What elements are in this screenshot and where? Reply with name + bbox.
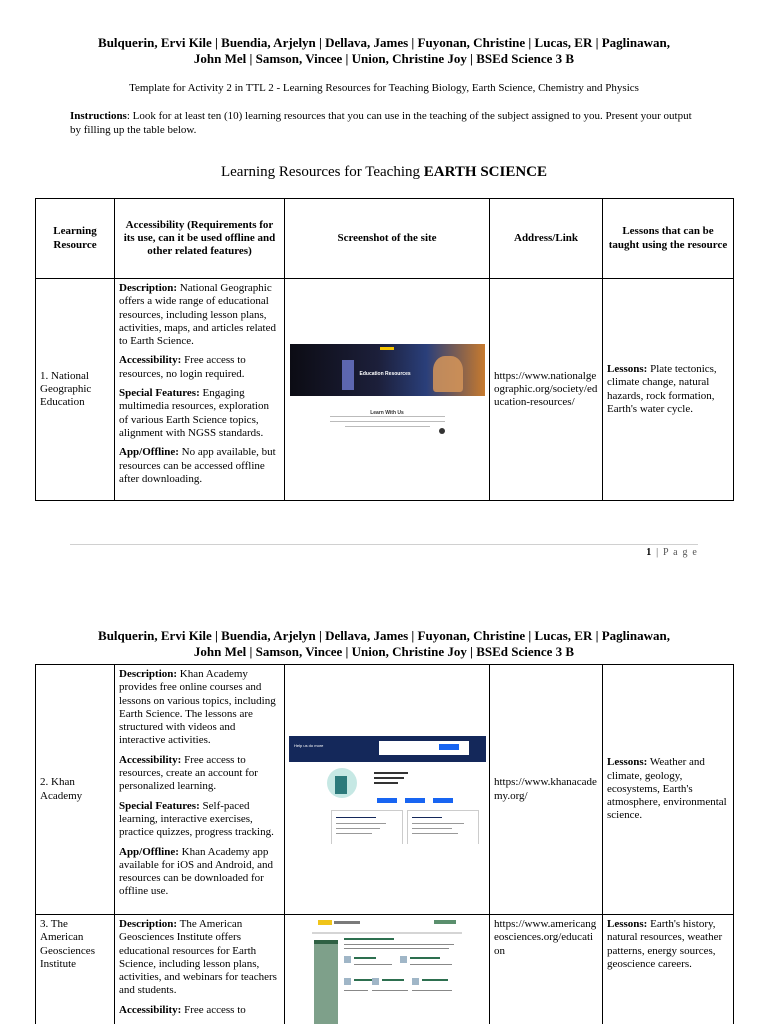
agi-logo [318, 920, 332, 925]
footer-rule [70, 544, 698, 545]
accessibility-text: Free access to resources, create an account for personalized learning. [119, 753, 258, 793]
table-row [36, 665, 734, 915]
lessons-label: Lessons: [607, 756, 648, 769]
screenshot-button [439, 744, 459, 750]
screenshot-card-line [412, 833, 458, 834]
instructions-label: Instructions [70, 110, 127, 122]
screenshot-heading [410, 957, 440, 959]
table-header-row [36, 199, 734, 279]
screenshot-nav [312, 932, 462, 934]
screenshot-card [407, 810, 479, 844]
special-features-text: Self-paced learning, interactive exercises, practice quizzes, progress tracking. [119, 799, 274, 839]
author-header-line-2: John Mel | Samson, Vincee | Union, Christine Joy | BSEd Science 3 B [193, 644, 575, 659]
lessons-text: Weather and climate, geology, ecosystems, Earth's atmosphere, environmental science. [607, 756, 727, 822]
social-icons [434, 920, 456, 924]
author-header-line-1: Bulquerin, Ervi Kile | Buendia, Arjelyn | Dellava, James | Fuyonan, Christine | Lucas, ER | Paglinawan, [98, 35, 670, 50]
description-text: National Geographic offers a wide range of educational resources, including lesson plans, activities, maps, and articles related to Earth Science. [119, 282, 276, 348]
accessibility-text: Free access to [181, 1003, 246, 1016]
accessibility-cell [115, 279, 285, 501]
screenshot-hero-title: Education Resources [359, 370, 411, 377]
instructions [70, 109, 700, 137]
screenshot-hero-banner [290, 344, 485, 396]
screenshot-donation-bar [289, 736, 486, 762]
document-page-2 [0, 584, 768, 1024]
special-features-para [119, 800, 280, 840]
table-row [36, 279, 734, 501]
resource-name: 2. Khan Academy [36, 665, 115, 915]
table-title [60, 164, 708, 181]
description-label: Description: [119, 668, 178, 680]
app-offline-para [119, 446, 280, 486]
app-offline-text: No app available, but resources can be accessed offline after downloading. [119, 446, 276, 485]
header-lessons: Lessons that can be taught using the resource [603, 199, 734, 279]
address-link[interactable]: https://www.khanacademy.org/ [490, 665, 603, 915]
accessibility-label: Accessibility: [119, 753, 182, 766]
description-text: Khan Academy provides free online courses and lessons on various topics, including Earth Science. The lessons are structured with videos and interactive activities. [119, 668, 276, 747]
instructions-text: : Look for at least ten (10) learning resources that you can use in the teaching of the subject assigned to you. Present your output by filling up the table below. [70, 110, 692, 136]
screenshot-text-line [374, 772, 408, 774]
screenshot-text-line [374, 782, 398, 784]
screenshot-button [377, 798, 397, 803]
agi-screenshot [312, 918, 462, 1024]
agi-wordmark [334, 921, 360, 924]
special-features-label: Special Features: [119, 799, 200, 812]
screenshot-figure [335, 776, 347, 794]
screenshot-text-line [372, 990, 408, 991]
resource-name: 3. The American Geosciences Institute [36, 915, 115, 1024]
screenshot-heading [344, 938, 394, 940]
screenshot-text-line [330, 421, 445, 422]
description-para [119, 282, 280, 348]
author-header [60, 35, 708, 67]
screenshot-text-line [345, 426, 430, 427]
lessons-cell [603, 665, 734, 915]
screenshot-thumbnail [372, 978, 379, 985]
header-learning-resource: Learning Resource [36, 199, 115, 279]
screenshot-bar-title: Help us do more [294, 742, 324, 748]
khan-academy-screenshot [289, 736, 486, 844]
table-row [36, 915, 734, 1024]
address-link[interactable]: https://www.americangeosciences.org/education [490, 915, 603, 1024]
screenshot-card-line [336, 833, 372, 834]
accessibility-para [119, 1004, 280, 1017]
screenshot-card-line [336, 817, 376, 818]
author-header-line-1: Bulquerin, Ervi Kile | Buendia, Arjelyn | Dellava, James | Fuyonan, Christine | Lucas, ER | Paglinawan, [98, 628, 670, 643]
header-address-link: Address/Link [490, 199, 603, 279]
app-offline-text: Khan Academy app available for iOS and Android, and resources can be downloaded for offline use. [119, 845, 273, 898]
resource-name: 1. National Geographic Education [36, 279, 115, 501]
special-features-para [119, 387, 280, 440]
screenshot-thumbnail [344, 978, 351, 985]
screenshot-card-line [336, 828, 380, 829]
accessibility-para [119, 754, 280, 794]
screenshot-card [331, 810, 403, 844]
screenshot-text-line [344, 990, 368, 991]
lessons-label: Lessons: [607, 362, 648, 375]
lessons-text: Earth's history, natural resources, weather patterns, energy sources, geoscience careers. [607, 918, 723, 970]
description-label: Description: [119, 282, 178, 294]
screenshot-text-line [374, 777, 404, 779]
screenshot-text-line [344, 948, 449, 949]
lessons-label: Lessons: [607, 918, 648, 930]
screenshot-button [405, 798, 425, 803]
page-label: | P a g e [656, 547, 698, 558]
screenshot-text-line [344, 944, 454, 945]
screenshot-thumbnail [400, 956, 407, 963]
natgeo-screenshot [290, 344, 485, 436]
page-number [646, 547, 698, 558]
screenshot-card-line [412, 817, 442, 818]
screenshot-cell [285, 915, 490, 1024]
lessons-cell [603, 279, 734, 501]
address-link[interactable]: https://www.nationalgeographic.org/society/education-resources/ [490, 279, 603, 501]
page-number-value: 1 [646, 547, 653, 558]
special-features-text: Engaging multimedia resources, exploration of various Earth Science topics, alignment with NGSS standards. [119, 387, 269, 439]
accessibility-label: Accessibility: [119, 354, 182, 367]
screenshot-text-line [412, 990, 452, 991]
author-header [60, 628, 708, 660]
description-para [119, 668, 280, 748]
screenshot-heading [354, 979, 374, 981]
page-gap [0, 584, 768, 612]
screenshot-heading [354, 957, 376, 959]
accessibility-label: Accessibility: [119, 1003, 182, 1016]
screenshot-cell [285, 665, 490, 915]
description-text: The American Geosciences Institute offers educational resources for Earth Science, including lesson plans, activities, and webinars for teachers and students. [119, 918, 277, 997]
app-offline-para [119, 846, 280, 899]
screenshot-sidebar [314, 944, 338, 1024]
screenshot-cell [285, 279, 490, 501]
lessons-cell [603, 915, 734, 1024]
screenshot-subtitle: Learn With Us [370, 409, 404, 416]
accessibility-cell [115, 915, 285, 1024]
header-screenshot: Screenshot of the site [285, 199, 490, 279]
screenshot-card-line [412, 823, 464, 824]
screenshot-thumbnail [412, 978, 419, 985]
table-title-subject: EARTH SCIENCE [423, 164, 548, 180]
accessibility-text: Free access to resources, no login required. [119, 354, 246, 380]
description-para [119, 918, 280, 998]
special-features-label: Special Features: [119, 387, 200, 400]
author-header-line-2: John Mel | Samson, Vincee | Union, Christine Joy | BSEd Science 3 B [193, 51, 575, 66]
resources-table-continued [35, 664, 734, 1024]
app-offline-label: App/Offline: [119, 446, 179, 459]
accessibility-para [119, 354, 280, 381]
screenshot-heading [382, 979, 404, 981]
screenshot-card-line [412, 828, 452, 829]
screenshot-text-line [330, 416, 445, 417]
accessibility-cell [115, 665, 285, 915]
screenshot-button [433, 798, 453, 803]
template-line: Template for Activity 2 in TTL 2 - Learning Resources for Teaching Biology, Earth Science, Chemistry and Physics [129, 82, 639, 94]
screenshot-text-line [410, 964, 452, 965]
screenshot-card-line [336, 823, 386, 824]
screenshot-text-line [354, 964, 392, 965]
screenshot-avatar [439, 428, 445, 434]
lessons-text: Plate tectonics, climate change, natural hazards, rock formation, Earth's water cycle. [607, 362, 717, 415]
natgeo-logo [380, 347, 394, 350]
table-title-prefix: Learning Resources for Teaching [220, 164, 424, 180]
hero-figure [433, 356, 463, 392]
screenshot-thumbnail [344, 956, 351, 963]
resources-table [35, 198, 734, 501]
app-offline-label: App/Offline: [119, 845, 179, 858]
screenshot-heading [422, 979, 448, 981]
description-label: Description: [119, 918, 178, 930]
header-accessibility: Accessibility (Requirements for its use, can it be used offline and other related features) [115, 199, 285, 279]
hero-figure [342, 360, 354, 390]
